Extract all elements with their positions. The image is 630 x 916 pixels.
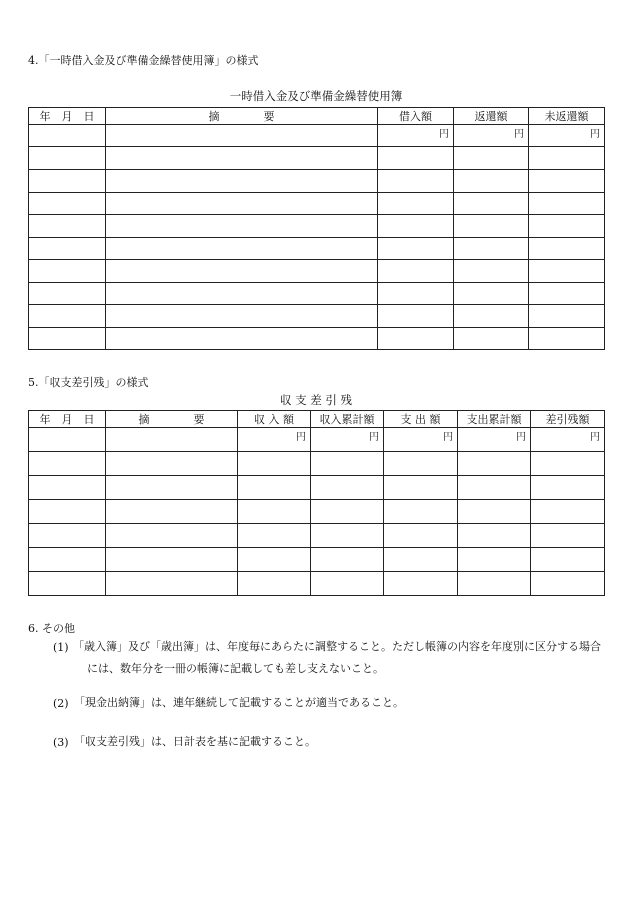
table-row xyxy=(29,147,605,170)
item-3-number: (3) xyxy=(53,736,69,749)
table-row xyxy=(29,125,605,147)
unit-yen: 円 xyxy=(238,428,311,452)
col-summary: 摘 要 xyxy=(106,108,378,125)
item-1-text-content: 「歳入簿」及び「歳出簿」は、年度毎にあらたに調整すること。ただし帳簿の内容を年度別に区分する場合には、数年分を一冊の帳簿に記載しても差し支えないこと。 xyxy=(73,640,601,675)
balance-table xyxy=(28,410,605,596)
item-1-number: (1) xyxy=(53,641,69,654)
item-3-text: 「収支差引残」は、日計表を基に記載すること。 xyxy=(74,735,316,748)
col-returned: 返還額 xyxy=(454,108,529,125)
table-row xyxy=(29,524,605,548)
balance-header-row xyxy=(29,411,605,428)
table-row xyxy=(29,215,605,238)
table-row xyxy=(29,548,605,572)
item-2-text: 「現金出納簿」は、連年継続して記載することが適当であること。 xyxy=(74,696,404,709)
item-2-number: (2) xyxy=(53,697,69,710)
unit-yen: 円 xyxy=(454,125,529,147)
section4-caption: 一時借入金及び準備金繰替使用簿 xyxy=(229,89,403,103)
unit-yen: 円 xyxy=(531,428,605,452)
col-date: 年 月 日 xyxy=(29,411,106,428)
col-borrowed: 借入額 xyxy=(378,108,454,125)
unit-yen: 円 xyxy=(378,125,454,147)
col-balance: 差引残額 xyxy=(531,411,605,428)
item-1-text xyxy=(73,636,607,680)
loan-ledger-table xyxy=(28,107,605,350)
table-row xyxy=(29,428,605,452)
col-expense: 支 出 額 xyxy=(384,411,458,428)
table-row xyxy=(29,193,605,215)
unit-yen: 円 xyxy=(529,125,605,147)
table-row xyxy=(29,238,605,260)
table-row xyxy=(29,260,605,283)
unit-yen: 円 xyxy=(458,428,531,452)
col-summary: 摘 要 xyxy=(106,411,238,428)
unit-yen: 円 xyxy=(384,428,458,452)
col-unreturned: 未返還額 xyxy=(529,108,605,125)
section6-heading: 6. その他 xyxy=(28,622,75,635)
section5-heading: 5.「収支差引残」の様式 xyxy=(28,376,149,389)
section5-caption: 収 支 差 引 残 xyxy=(279,393,353,407)
table-row xyxy=(29,500,605,524)
table-row xyxy=(29,305,605,328)
table-row xyxy=(29,170,605,193)
section4-heading: 4.「一時借入金及び準備金繰替使用簿」の様式 xyxy=(28,54,259,67)
table-row xyxy=(29,328,605,350)
col-expense-cumulative: 支出累計額 xyxy=(458,411,531,428)
col-income-cumulative: 収入累計額 xyxy=(311,411,384,428)
col-income: 収 入 額 xyxy=(238,411,311,428)
table-row xyxy=(29,283,605,305)
col-date: 年 月 日 xyxy=(29,108,106,125)
loan-ledger-header-row xyxy=(29,108,605,125)
table-row xyxy=(29,476,605,500)
table-row xyxy=(29,572,605,596)
table-row xyxy=(29,452,605,476)
unit-yen: 円 xyxy=(311,428,384,452)
